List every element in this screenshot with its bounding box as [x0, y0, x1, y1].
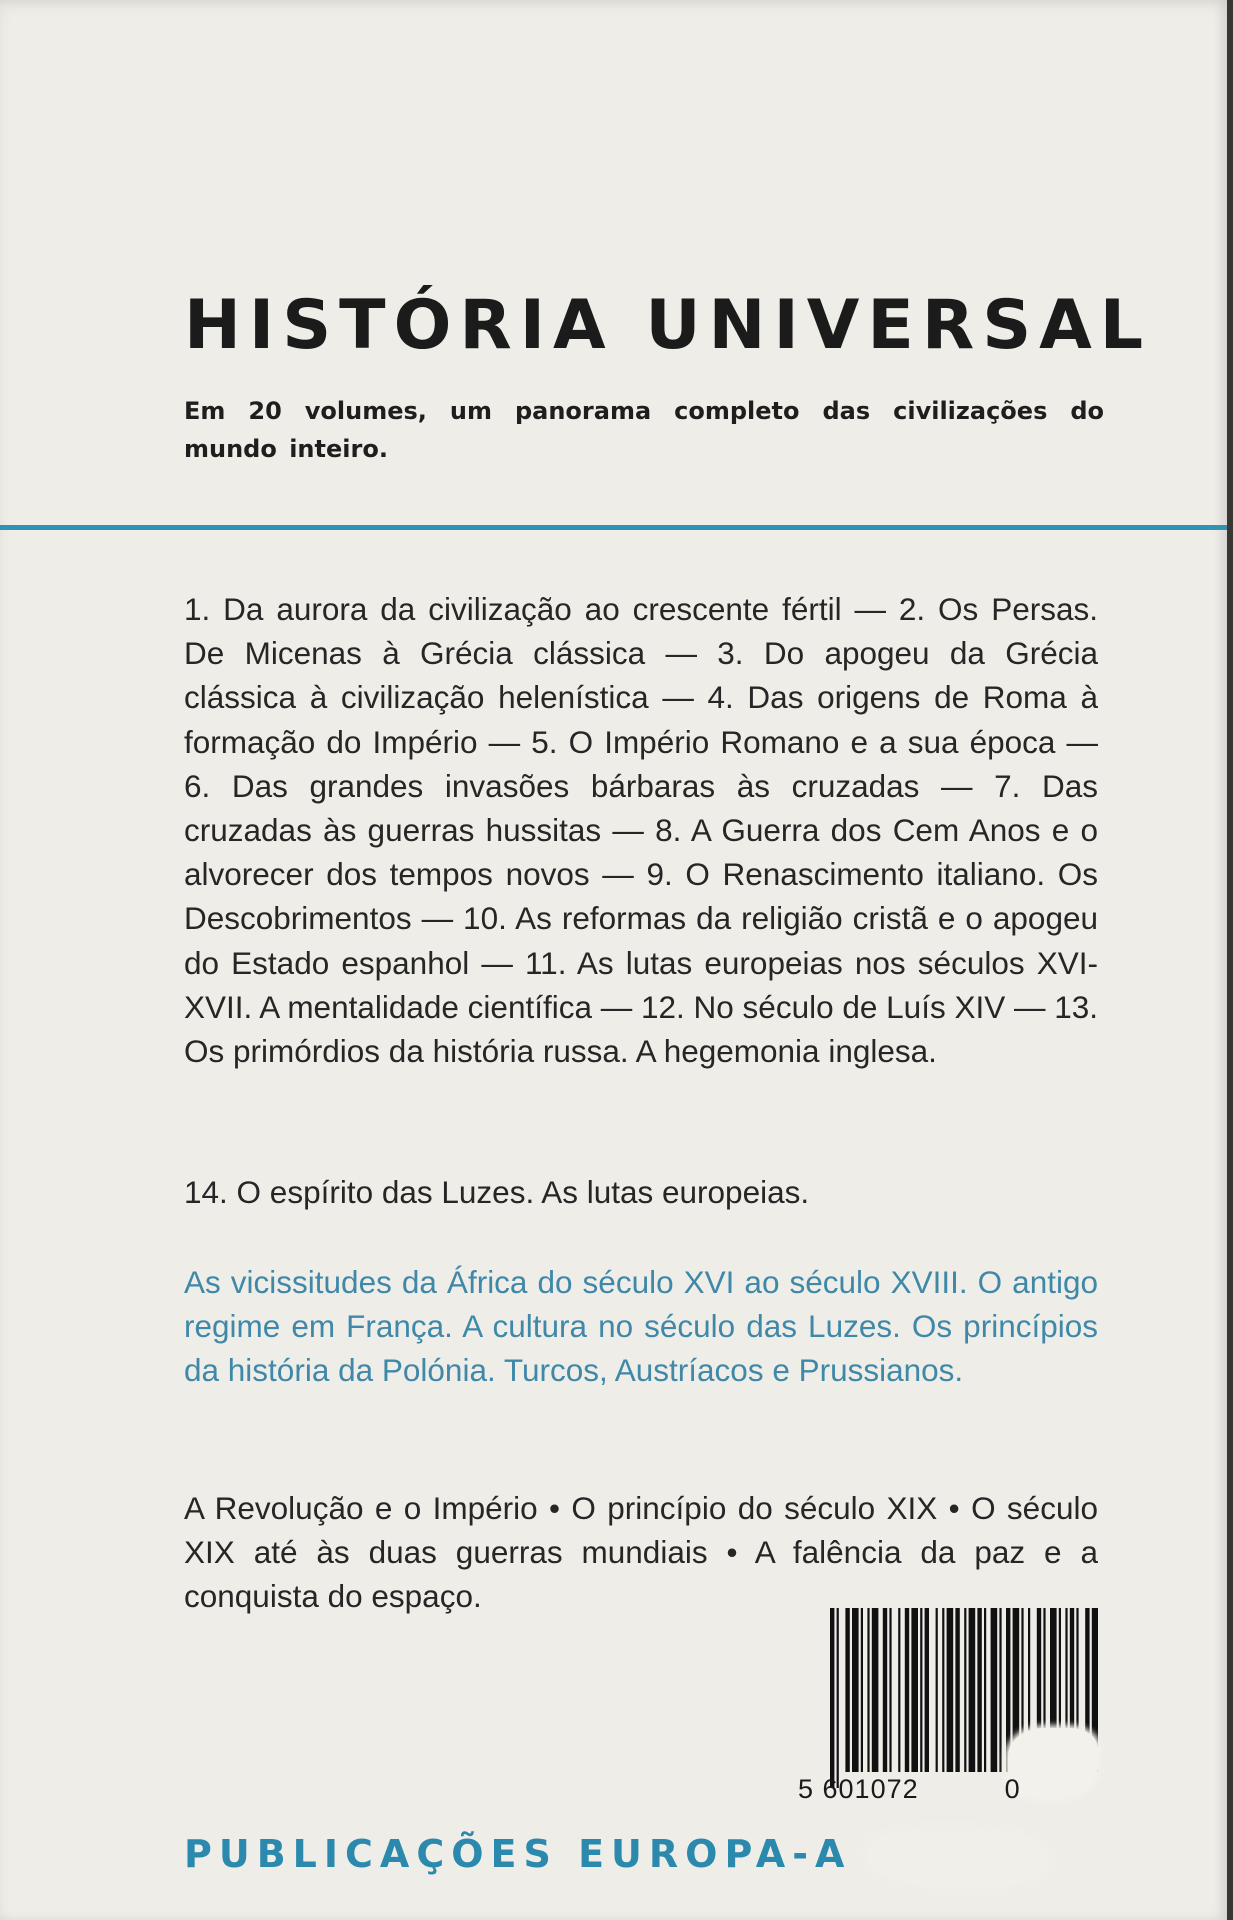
- cover-edge-shadow: [1227, 0, 1233, 1920]
- barcode-bar: [837, 1608, 839, 1788]
- barcode-bar: [905, 1608, 909, 1772]
- barcode-bar: [991, 1608, 998, 1772]
- barcode-number-main: 5 601072: [798, 1774, 919, 1804]
- later-volumes-list: A Revolução e o Império • O princípio do século XIX • O século XIX até às duas guerras mundiais • A falência da paz e a conquista do espaço.: [184, 1490, 1098, 1615]
- volumes-list: 1. Da aurora da civilização ao crescente fértil — 2. Os Persas. De Micenas à Grécia clássica — 3. Do apogeu da Grécia clássica à civilização helenística — 4. Das origens de Roma à formação do Império — 5. O Império Romano e a sua época — 6. Das grandes invasões bárbaras às cruzadas — 7. Das cruzadas às guerras hussitas — 8. A Guerra dos Cem Anos e o alvorecer dos tempos novos — 9. O Renascimento italiano. Os Descobrimentos — 10. As reformas da religião cristã e o apogeu do Estado espanhol — 11. As lutas europeias nos séculos XVI-XVII. A mentalidade científica — 12. No século de Luís XIV — 13. Os primórdios da história russa. A hegemonia inglesa.: [184, 591, 1099, 1070]
- barcode-bar: [883, 1608, 887, 1772]
- publisher-name: PUBLICAÇÕES EUROPA-A: [184, 1832, 852, 1876]
- highlighted-volume-contents: As vicissitudes da África do século XVI ao século XVIII. O antigo regime em França. A cultura no século das Luzes. Os princípios da história da Polónia. Turcos, Austríacos e Prussianos.: [184, 1264, 1098, 1389]
- barcode-bar: [911, 1608, 918, 1772]
- barcode-bar: [977, 1608, 981, 1772]
- barcode-number: [798, 1774, 1021, 1805]
- series-title: HISTÓRIA UNIVERSAL: [184, 286, 1152, 365]
- barcode-number-tail: 0: [1004, 1774, 1021, 1804]
- series-subtitle: Em 20 volumes, um panorama completo das civilizações do mundo inteiro.: [184, 397, 1104, 463]
- blue-divider: [0, 525, 1227, 530]
- volume-14-line: 14. O espírito das Luzes. As lutas europeias.: [184, 1174, 810, 1210]
- barcode-bar: [872, 1608, 879, 1772]
- barcode-bar: [936, 1608, 938, 1772]
- barcode-bar: [861, 1608, 863, 1772]
- barcode-bar: [947, 1608, 954, 1772]
- publisher-worn-patch: [868, 1830, 1048, 1886]
- barcode-bar: [964, 1608, 966, 1772]
- barcode-bar: [867, 1608, 869, 1772]
- barcode-worn-patch: [1008, 1728, 1098, 1798]
- barcode-bar: [999, 1608, 1001, 1772]
- barcode-bar: [920, 1608, 922, 1772]
- barcode-bar: [852, 1608, 859, 1772]
- barcode-bar: [984, 1608, 986, 1772]
- barcode-bar: [845, 1608, 849, 1772]
- barcode-bar: [889, 1608, 891, 1772]
- barcode-bar: [830, 1608, 834, 1788]
- barcode-bar: [898, 1608, 900, 1772]
- barcode-bar: [942, 1608, 944, 1772]
- barcode-bar: [969, 1608, 976, 1772]
- barcode-bar: [925, 1608, 929, 1772]
- barcode-bar: [955, 1608, 959, 1772]
